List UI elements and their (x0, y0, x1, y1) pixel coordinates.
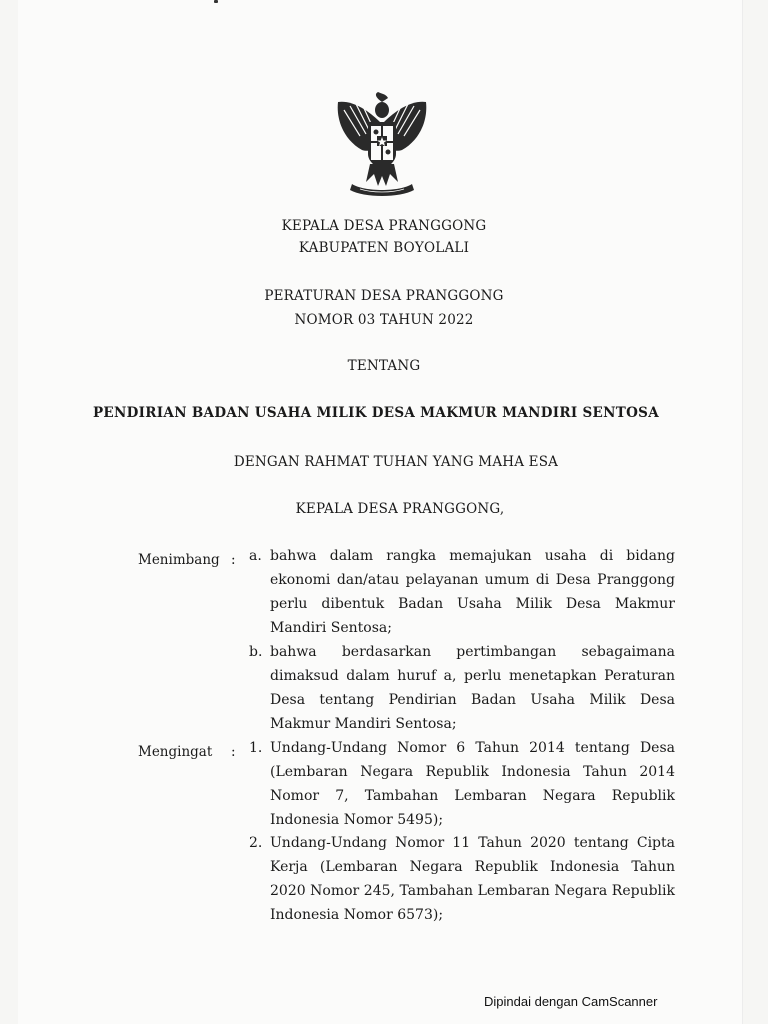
scanner-watermark: Dipindai dengan CamScanner (484, 994, 658, 1009)
mengingat-marker-1: 1. (249, 740, 263, 756)
mengingat-item-1: Undang-Undang Nomor 6 Tahun 2014 tentang Desa (Lembaran Negara Republik Indonesia Tahun 2014 Nomor 7, Tambahan Lembaran Negara Republik Indonesia Nomor 5495); (270, 740, 675, 828)
mengingat-label: Mengingat (138, 744, 213, 760)
garuda-pancasila-emblem-icon (330, 92, 434, 198)
menimbang-item-a: bahwa dalam rangka memajukan usaha di bidang ekonomi dan/atau pelayanan umum di Desa Pranggong perlu dibentuk Badan Usaha Milik Desa Makmur Mandiri Sentosa; (270, 548, 675, 636)
regulation-number: NOMOR 03 TAHUN 2022 (294, 312, 474, 328)
menimbang-marker-a: a. (249, 548, 262, 564)
blessing-line: DENGAN RAHMAT TUHAN YANG MAHA ESA (233, 454, 559, 470)
mengingat-marker-2: 2. (249, 835, 263, 851)
about-heading: TENTANG (347, 358, 421, 374)
menimbang-item-b: bahwa berdasarkan pertimbangan sebagaimana dimaksud dalam huruf a, perlu menetapkan Peraturan Desa tentang Pendirian Badan Usaha Milik Desa Makmur Mandiri Sentosa; (270, 644, 675, 732)
menimbang-colon: : (231, 552, 236, 568)
scan-speck (214, 0, 218, 3)
official-title: KEPALA DESA PRANGGONG, (295, 501, 505, 517)
mengingat-item-2: Undang-Undang Nomor 11 Tahun 2020 tentang Cipta Kerja (Lembaran Negara Republik Indonesia Tahun 2020 Nomor 245, Tambahan Lembaran Negara Republik Indonesia Nomor 6573); (270, 835, 675, 923)
menimbang-label: Menimbang (138, 552, 220, 568)
regulation-subject: PENDIRIAN BADAN USAHA MILIK DESA MAKMUR MANDIRI SENTOSA (92, 405, 659, 421)
regulation-title: PERATURAN DESA PRANGGONG (264, 288, 504, 304)
menimbang-marker-b: b. (249, 644, 263, 660)
header-line-1: KEPALA DESA PRANGGONG (281, 218, 487, 234)
header-line-2: KABUPATEN BOYOLALI (298, 240, 470, 256)
mengingat-colon: : (231, 744, 236, 760)
